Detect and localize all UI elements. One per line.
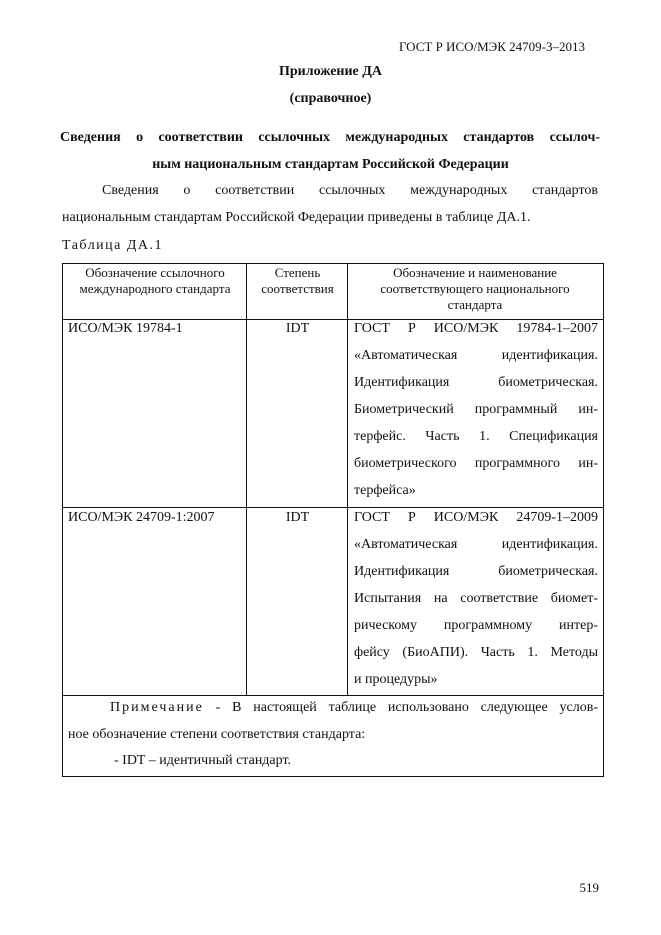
table-border-bottom — [62, 776, 604, 777]
table-note-line-1 — [110, 694, 598, 721]
national-line: фейсу (БиоАПИ). Часть 1. Методы — [354, 645, 598, 660]
national-line: и процедуры» — [354, 672, 438, 687]
table-note-line-2: ное обозначение степени соответствия стандарта: — [68, 727, 366, 742]
table-label: Таблица ДА.1 — [62, 238, 164, 253]
table-border-right — [603, 263, 604, 777]
header-ref-standard: Обозначение ссылочного международного стандарта — [79, 265, 231, 296]
table-cell-degree: IDT — [285, 321, 310, 336]
national-line: биометрического программного ин- — [354, 456, 598, 471]
section-heading-line-2: ным национальным стандартам Российской Федерации — [152, 157, 509, 172]
table-cell-national — [354, 504, 598, 693]
column-divider-1 — [246, 263, 247, 696]
national-line: рическому программному интер- — [354, 618, 598, 633]
national-line: Испытания на соответствие биомет- — [354, 591, 598, 606]
table-cell-national — [354, 315, 598, 504]
table-border-top — [62, 263, 604, 264]
national-line: терфейса» — [354, 483, 416, 498]
national-line: Биометрический программный ин- — [354, 402, 598, 417]
table-cell-ref: ИСО/МЭК 19784-1 — [68, 321, 183, 336]
header-degree: Степень соответствия — [261, 265, 334, 296]
table-cell-degree: IDT — [285, 510, 310, 525]
page-number: 519 — [579, 880, 599, 895]
national-line: «Автоматическая идентификация. — [354, 348, 598, 363]
note-text-1: - В настоящей таблице использовано следующее услов- — [215, 700, 598, 715]
national-line: Идентификация биометрическая. — [354, 564, 598, 579]
table-note-line-3: - IDT – идентичный стандарт. — [114, 753, 292, 768]
national-line: Идентификация биометрическая. — [354, 375, 598, 390]
note-label: Примечание — [110, 700, 204, 715]
standard-code: ГОСТ Р ИСО/МЭК 24709-3–2013 — [398, 39, 585, 54]
table-border-left — [62, 263, 63, 777]
column-divider-2 — [347, 263, 348, 696]
table-cell-ref: ИСО/МЭК 24709-1:2007 — [68, 510, 215, 525]
national-line: терфейс. Часть 1. Спецификация — [354, 429, 598, 444]
section-heading-line-1: Сведения о соответствии ссылочных международных стандартов ссылоч- — [60, 130, 600, 145]
national-line: ГОСТ Р ИСО/МЭК 24709-1–2009 — [354, 510, 598, 525]
national-line: ГОСТ Р ИСО/МЭК 19784-1–2007 — [354, 321, 598, 336]
intro-paragraph-line-2: национальным стандартам Российской Федерации приведены в таблице ДА.1. — [62, 210, 531, 225]
intro-paragraph-line-1: Сведения о соответствии ссылочных международных стандартов — [102, 183, 598, 198]
header-national-standard: Обозначение и наименование соответствующего национального стандарта — [380, 265, 570, 312]
appendix-title: Приложение ДА — [278, 64, 383, 79]
appendix-subtitle: (справочное) — [289, 91, 372, 106]
national-line: «Автоматическая идентификация. — [354, 537, 598, 552]
